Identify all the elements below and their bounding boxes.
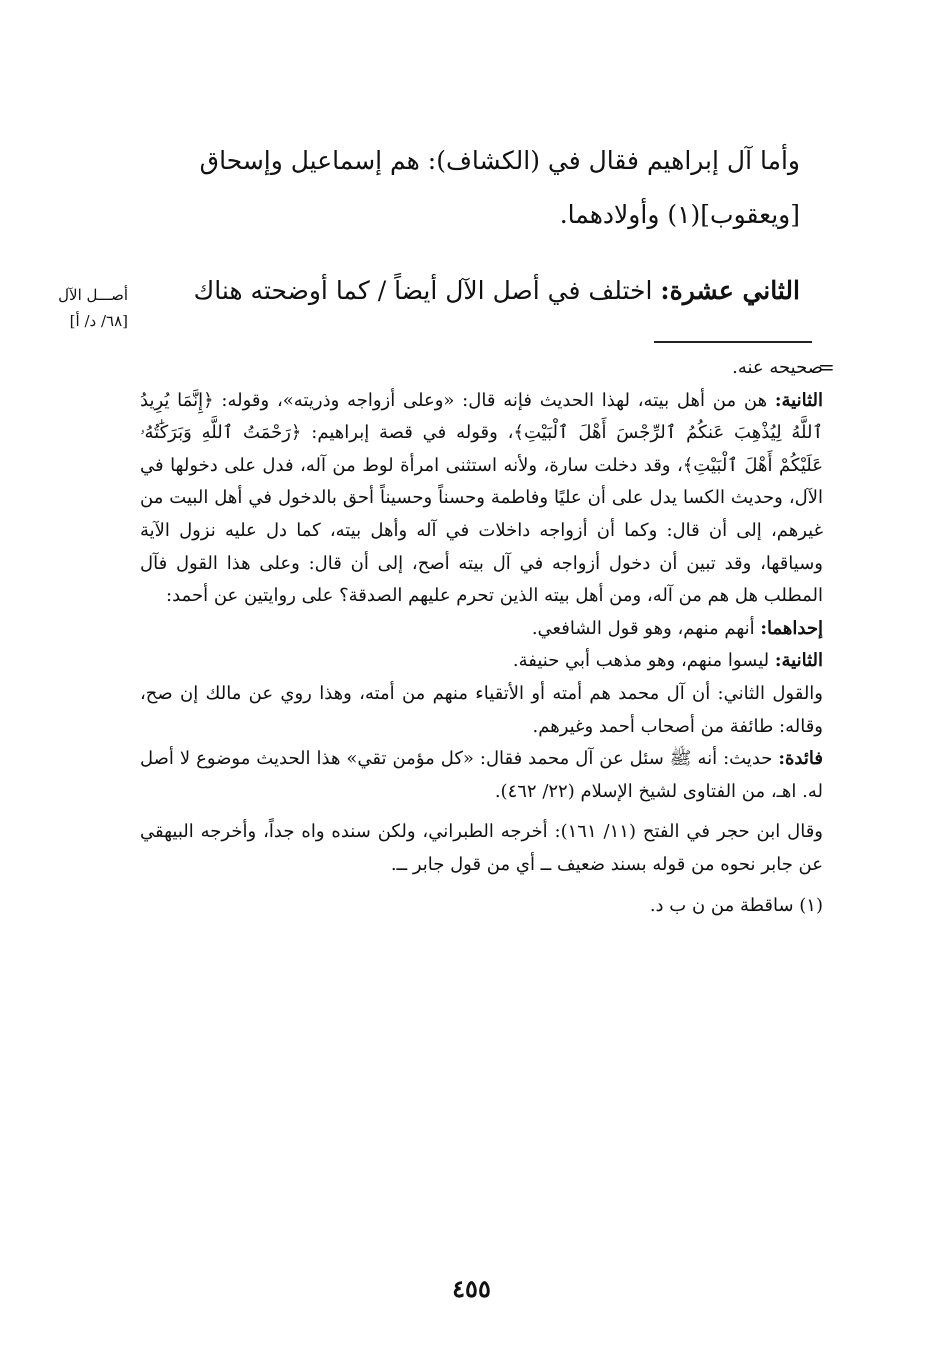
footnote-continued-line: صحيحه عنه. — [732, 357, 823, 378]
section-text: اختلف في أصل الآل أيضاً / كما أوضحته هناك — [193, 276, 653, 305]
spacer — [140, 808, 823, 816]
main-line-2: [ويعقوب](١) وأولادهما. — [559, 200, 800, 229]
margin-note-title: أصـــل الآل — [58, 286, 128, 304]
page-number: ٤٥٥ — [452, 1274, 491, 1303]
footnote-second-view — [140, 645, 823, 678]
label-second: الثانية: — [774, 389, 823, 411]
section-heading: الثاني عشرة: — [660, 276, 800, 305]
text-first-view: أنهم منهم، وهو قول الشافعي. — [531, 617, 755, 639]
benefit-reference: (٢٢/ ٤٦٢). — [494, 780, 575, 802]
label-benefit: فائدة: — [778, 748, 823, 770]
continuation-mark: = — [818, 355, 835, 379]
label-second-view: الثانية: — [774, 650, 823, 672]
main-paragraph-1 — [140, 134, 800, 242]
footnote-second-saying: والقول الثاني: أن آل محمد هم أمته أو الأتقياء منهم من أمته، وهذا روي عن مالك إن صح، وقاله: طائفة من أصحاب أحمد وغيرهم. — [140, 682, 823, 737]
footnote-first-view — [140, 613, 823, 646]
margin-note — [28, 282, 128, 334]
margin-note-ref: [٦٨/ د/ أ] — [69, 312, 128, 330]
main-line-1: وأما آل إبراهيم فقال في (الكشاف): هم إسماعيل وإسحاق — [199, 146, 800, 175]
main-paragraph-2 — [140, 264, 800, 318]
spacer — [140, 882, 823, 890]
footnotes — [140, 352, 823, 922]
label-first-view: إحداهما: — [760, 617, 823, 639]
footnote-benefit — [140, 743, 823, 808]
footnote-separator — [654, 341, 812, 343]
footnote-second-view-block — [140, 385, 823, 613]
text-second: هن من أهل بيته، لهذا الحديث فإنه قال: «وعلى أزواجه وذريته»، وقوله: ﴿إِنَّمَا يُرِيدُ ٱللَّهُ لِيُذْهِبَ عَنكُمُ ٱلرِّجْسَ أَهْلَ ٱلْبَيْتِ﴾، وقوله في قصة إبراهيم: ﴿رَحْمَتُ ٱللَّهِ وَبَرَكَٰتُهُۥ عَلَيْكُمْ أَهْلَ ٱلْبَيْتِ﴾، وقد دخلت سارة، ولأنه استثنى امرأة لوط من آله، فدل على دخولها في الآل، وحديث الكسا يدل على أن عليًا وفاطمة وحسناً وحسيناً أحق بالدخول في أهل البيت من غيرهم، إلى أن قال: وكما أن أزواجه داخلات في آله وأهل بيته، كما دل عليه نزول الآية وسياقها، وقد تبين أن دخول أزواجه في آل بيته أصح، إلى أن قال: وعلى هذا القول فآل المطلب هل هم من آله، ومن أهل بيته الذين تحرم عليهم الصدقة؟ على روايتين عن أحمد: — [140, 389, 823, 607]
footnote-ibn-hajar: وقال ابن حجر في الفتح (١١/ ١٦١): أخرجه الطبراني، ولكن سنده واه جداً، وأخرجه البيهقي عن جابر نحوه من قوله بسند ضعيف ــ أي من قول جابر ــ. — [140, 821, 823, 875]
footnote-1: (١) ساقطة من ن ب د. — [649, 894, 823, 916]
text-second-view: ليسوا منهم، وهو مذهب أبي حنيفة. — [512, 650, 770, 672]
text-benefit: حديث: أنه ﷺ سئل عن آل محمد فقال: «كل مؤمن تقي» هذا الحديث موضوع لا أصل له. اهـ، من الفتاوى لشيخ الإسلام — [140, 748, 823, 802]
